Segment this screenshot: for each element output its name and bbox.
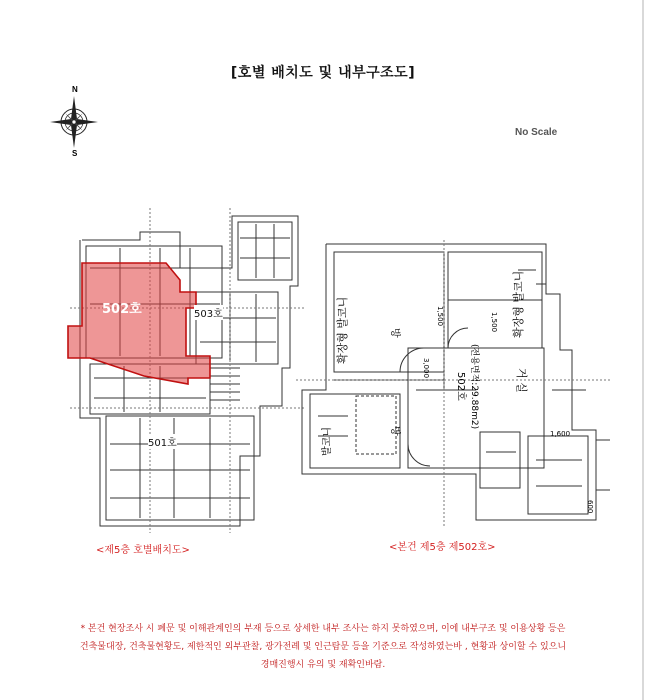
dim-1600: 1,600 — [550, 430, 571, 438]
floor-layout-caption: <제5층 호별배치도> — [96, 545, 190, 556]
unit-501-label: 501호 — [148, 434, 177, 449]
unit-502-label: 502호 — [102, 302, 142, 317]
floor-layout-plan — [60, 208, 310, 538]
dim-3000: 3,000 — [422, 358, 430, 379]
notice-line-1: * 본건 현장조사 시 폐문 및 이해관계인의 부재 등으로 상세한 내부 조사는 하지 못하였으며, 이에 내부구조 및 이용상황 등은 — [80, 624, 566, 634]
label-balcony-left: 발코니 — [322, 427, 333, 456]
label-living-room: 거 실 — [515, 368, 528, 393]
dim-1500-b: 1,500 — [490, 312, 498, 333]
compass-rose-icon — [46, 82, 106, 158]
label-extended-balcony-left: 확장형 발코니 — [336, 296, 349, 364]
unit-plan-caption: <본건 제5층 제502호> — [389, 542, 496, 553]
label-room-1: 방 — [389, 328, 400, 338]
label-room-2: 방 — [389, 426, 400, 436]
page-edge — [642, 0, 644, 700]
dim-1500-a: 1,500 — [436, 306, 444, 327]
dim-600: 600 — [586, 500, 594, 514]
survey-notice — [24, 620, 622, 674]
notice-line-3: 경매진행시 유의 및 재확인바람. — [260, 660, 386, 670]
compass-south-label: S — [72, 149, 78, 158]
label-extended-balcony-right: 확장형 발코니 — [512, 270, 525, 338]
notice-line-2: 건축물대장, 건축물현황도, 제한적인 외부관찰, 광가전례 및 인근탐문 등을 기준으로 작성하였는바 , 현황과 상이할 수 있으니 — [79, 642, 567, 652]
unit-interior-plan — [296, 240, 612, 530]
scale-note: No Scale — [515, 127, 558, 138]
compass-north-label: N — [72, 85, 78, 94]
label-unit-502: 502호 — [455, 372, 466, 401]
label-exclusive-area: (전용면적:29.88m2) — [469, 344, 479, 430]
page-title: [호별 배치도 및 내부구조도] — [230, 65, 416, 81]
unit-502-highlight — [68, 263, 210, 384]
unit-503-label: 503호 — [194, 305, 223, 320]
